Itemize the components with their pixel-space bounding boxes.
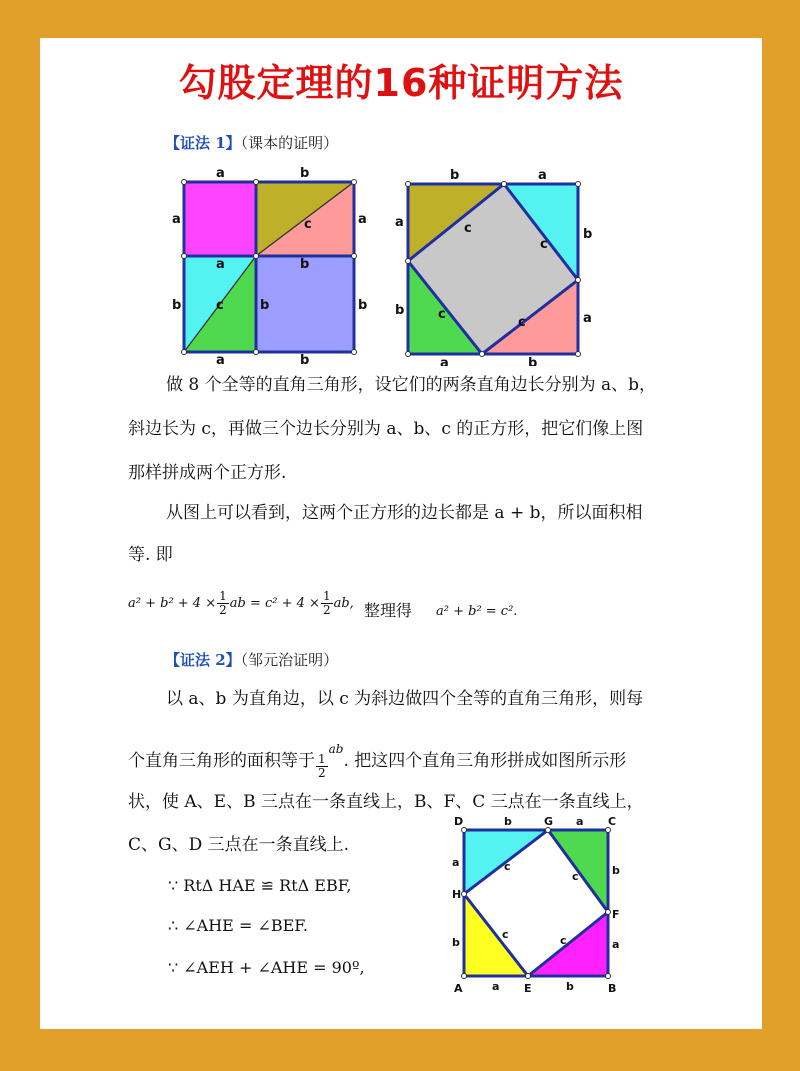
proof2-line1: 以 a、b 为直角边，以 c 为斜边做四个全等的直角三角形，则每 <box>166 689 644 709</box>
proof2-heading <box>165 649 338 670</box>
eq-frac-1: $\frac{1}{2}$ <box>219 589 227 617</box>
proof2-line2 <box>128 742 626 780</box>
fig1-label-b-mid: b <box>300 257 310 272</box>
fig2-label-c-3: c <box>438 307 446 322</box>
proof1-eq-tidy: 整理得 <box>364 601 413 620</box>
point-D: D <box>454 815 464 828</box>
proof1-para2-line2: 等. 即 <box>128 545 173 565</box>
fig1-label-a-right: a <box>358 212 367 227</box>
fig1-label-a-mid: a <box>216 257 225 272</box>
eq-ab-1: ab <box>229 596 246 611</box>
fig1-label-a-left: a <box>172 212 181 227</box>
point-A: A <box>454 982 463 995</box>
proof1-equation: a² + b² + 4 × $\frac{1}{2}$ ab = c² + 4 × $\frac{1}{2}$ ab, <box>128 589 354 617</box>
point-E: E <box>524 982 532 995</box>
page <box>40 38 762 1029</box>
label-c-4: c <box>560 934 567 947</box>
fig1-label-c-lower: c <box>216 298 224 313</box>
eq-left-start: a² + b² + 4 × <box>128 596 217 611</box>
proof2-line2-pre: 个直角三角形的面积等于 <box>128 751 315 771</box>
fig1-label-c-upper: c <box>304 217 312 232</box>
square-a <box>184 182 256 256</box>
fig2-label-a-top: a <box>538 168 547 183</box>
proof1-figure-left <box>168 166 368 366</box>
proof1-figure-right <box>392 166 597 366</box>
proof2-stmt1: ∵ RtΔ HAE ≌ RtΔ EBF, <box>168 876 352 895</box>
fig2-label-c-4: c <box>518 315 526 330</box>
fig2-label-b-top: b <box>450 168 460 183</box>
label-a-top: a <box>576 815 584 828</box>
proof2-line4: C、G、D 三点在一条直线上. <box>128 835 350 855</box>
proof2-stmt3: ∵ ∠AEH + ∠AHE = 90º, <box>168 958 365 977</box>
proof2-line3: 状，使 A、E、B 三点在一条直线上，B、F、C 三点在一条直线上， <box>128 792 644 812</box>
eq-frac-2: $\frac{1}{2}$ <box>322 589 331 617</box>
label-b-bottom: b <box>566 980 574 993</box>
label-a-right: a <box>612 938 620 951</box>
label-c-3: c <box>502 928 509 941</box>
fig2-label-b-right: b <box>583 227 593 242</box>
point-C: C <box>608 815 617 828</box>
proof1-para1-line2: 斜边长为 c，再做三个边长分别为 a、b、c 的正方形，把它们像上图 <box>128 419 644 439</box>
proof1-para2-line1: 从图上可以看到，这两个正方形的边长都是 a + b，所以面积相 <box>166 503 643 523</box>
point-H: H <box>452 888 462 901</box>
fig2-label-a-bottom: a <box>440 356 449 366</box>
fig2-label-a-left: a <box>395 215 404 230</box>
label-a-bottom: a <box>492 980 500 993</box>
proof2-figure <box>448 814 626 1014</box>
proof1-name: （课本的证明） <box>240 134 339 152</box>
label-b-top: b <box>504 815 512 828</box>
fig2-label-c-1: c <box>464 221 472 236</box>
fig1-label-a-top: a <box>216 166 225 181</box>
proof2-name: （邹元治证明） <box>240 651 339 669</box>
label-a-left: a <box>452 856 460 869</box>
label-b-left: b <box>452 936 460 949</box>
fig2-label-a-right: a <box>583 311 592 326</box>
eq-ab-2: ab <box>333 596 350 611</box>
point-F: F <box>612 908 620 921</box>
label-c-1: c <box>504 860 511 873</box>
fig2-label-b-left: b <box>395 303 405 318</box>
fig1-label-b-inner: b <box>260 298 270 313</box>
eq-mid: = c² + 4 × <box>245 596 320 611</box>
page-title: 勾股定理的16种证明方法 <box>178 61 624 105</box>
proof1-heading <box>165 132 338 153</box>
proof1-label: 【证法 1】 <box>165 134 241 152</box>
label-b-right: b <box>612 864 620 877</box>
point-G: G <box>544 815 554 828</box>
proof2-label: 【证法 2】 <box>165 651 241 669</box>
proof1-eq-result: a² + b² = c². <box>436 604 518 619</box>
label-c-2: c <box>572 870 579 883</box>
fig1-label-a-bottom: a <box>216 353 225 366</box>
fig2-label-b-bottom: b <box>528 356 538 366</box>
fig1-label-b-top: b <box>300 166 310 181</box>
proof2-ab: ab <box>328 742 344 756</box>
proof1-para1-line1: 做 8 个全等的直角三角形，设它们的两条直角边长分别为 a、b， <box>166 375 657 395</box>
fig2-label-c-2: c <box>540 237 548 252</box>
proof2-line2-post: . 把这四个直角三角形拼成如图所示形 <box>343 751 627 771</box>
point-B: B <box>608 982 617 995</box>
fig1-label-b-right: b <box>358 298 368 313</box>
fig1-label-b-left: b <box>172 298 182 313</box>
proof2-stmt2: ∴ ∠AHE = ∠BEF. <box>168 916 308 935</box>
proof2-frac: $\frac{1}{2}$ <box>318 752 326 780</box>
fig1-label-b-bottom: b <box>300 353 310 366</box>
proof1-para1-line3: 那样拼成两个正方形. <box>128 463 287 483</box>
